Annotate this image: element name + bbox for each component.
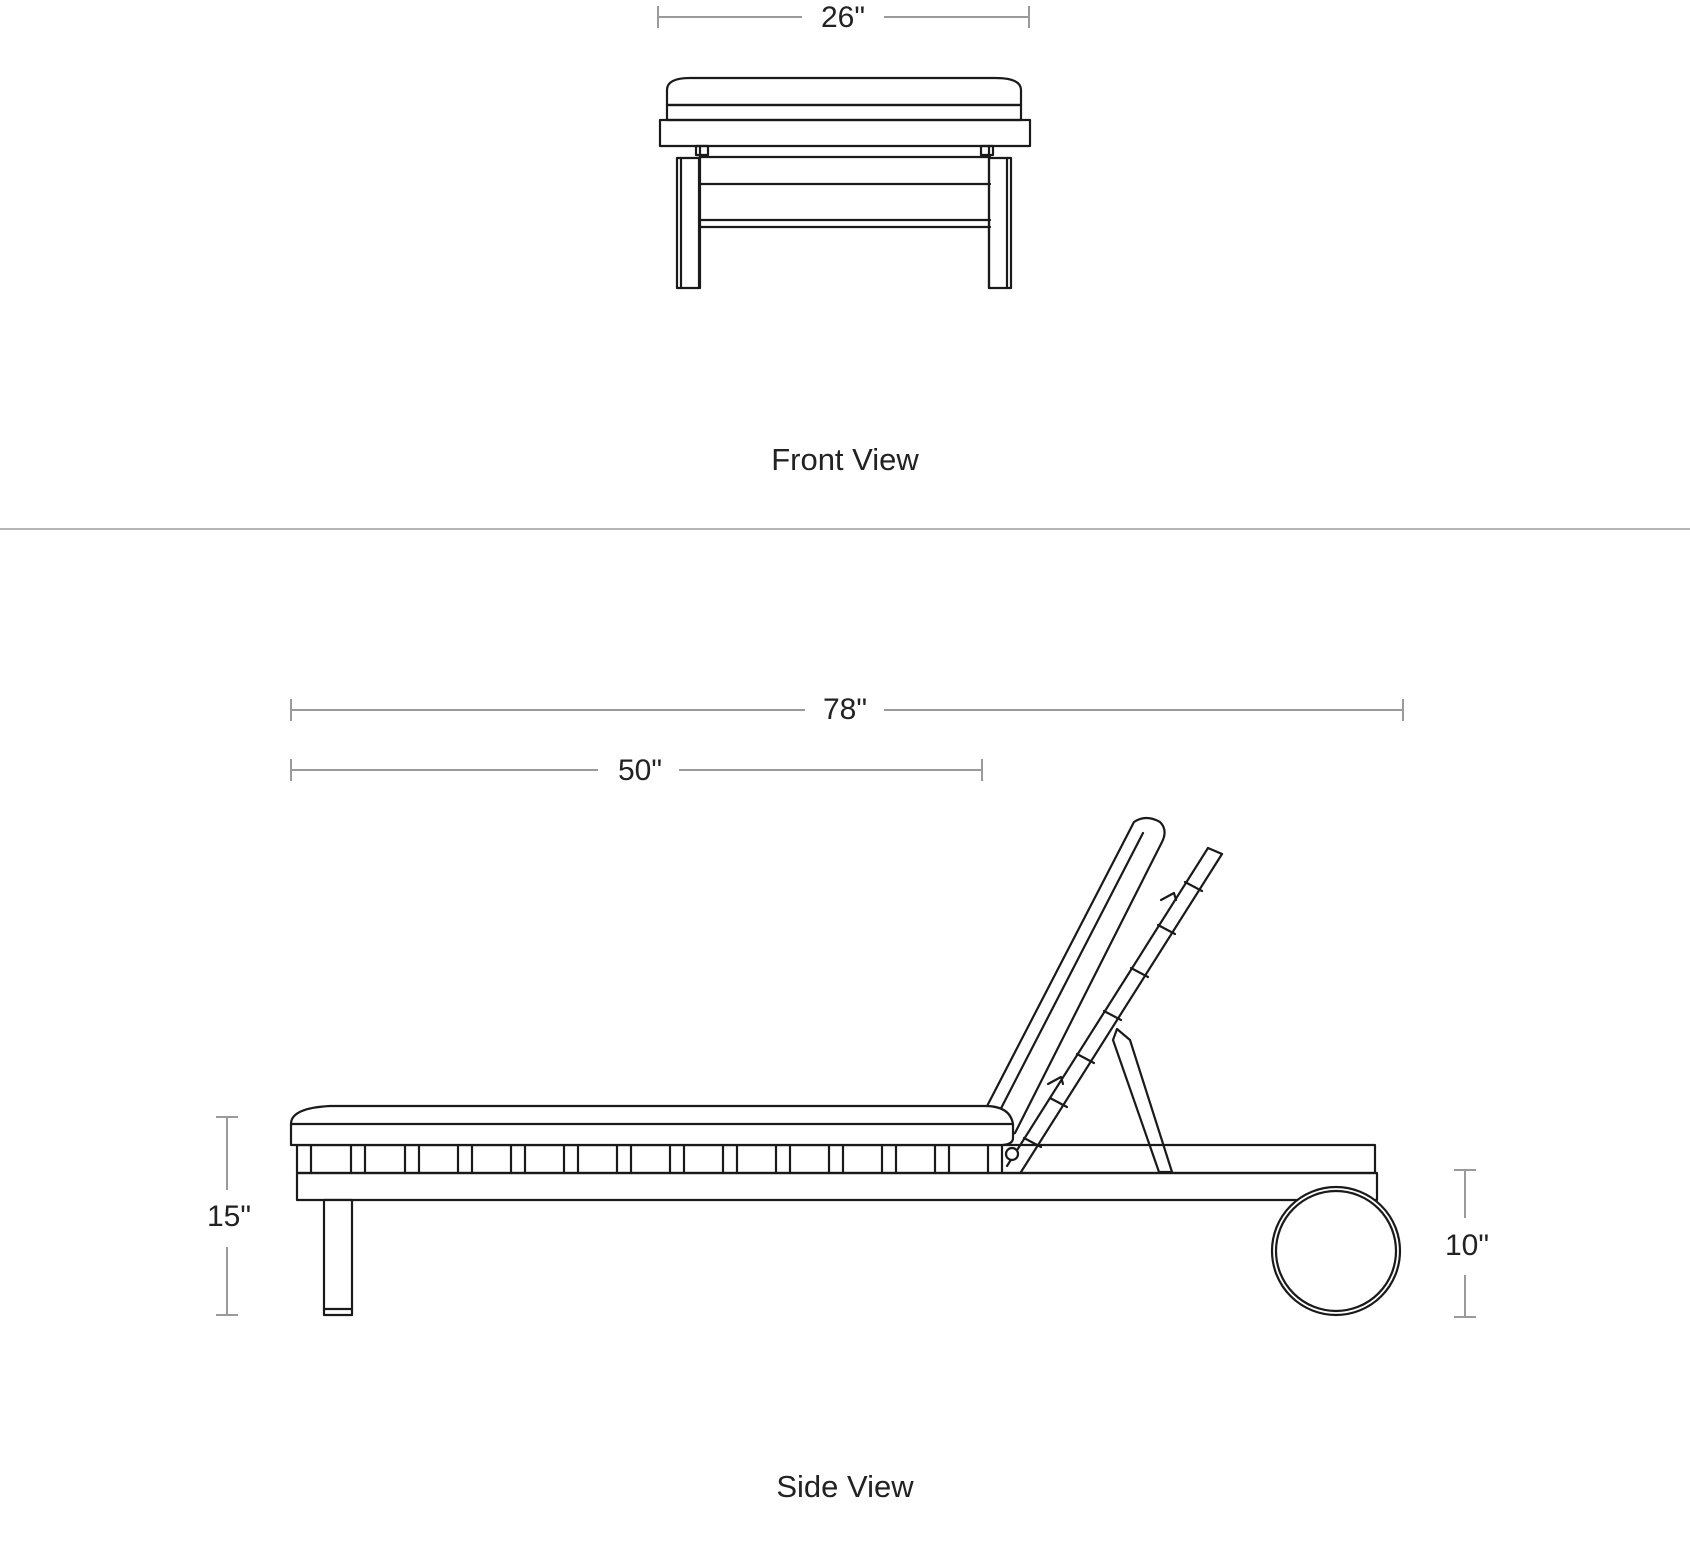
side-leg	[324, 1200, 352, 1315]
seat-height-label: 15"	[206, 1200, 252, 1233]
seat-cushion	[291, 1106, 1013, 1145]
side-view-label: Side View	[776, 1469, 914, 1504]
seat-height-dimension	[207, 1117, 251, 1315]
front-leg-right	[989, 158, 1011, 288]
seat-slats	[297, 1145, 1375, 1173]
front-frame-rail	[660, 120, 1030, 146]
front-width-label: 26"	[820, 1, 866, 34]
overall-length-label: 78"	[822, 693, 868, 726]
back-support-strut	[1113, 1029, 1172, 1172]
front-width-dimension	[658, 1, 1029, 34]
side-view	[207, 693, 1489, 1504]
side-wheel	[1272, 1187, 1400, 1315]
front-leg-left	[677, 158, 699, 288]
front-view-label: Front View	[771, 442, 919, 477]
front-cushion	[667, 78, 1021, 105]
overall-length-dimension	[291, 693, 1403, 726]
front-view	[658, 1, 1030, 477]
backrest-hinge	[1006, 1148, 1018, 1160]
seat-length-dimension	[291, 754, 982, 787]
wheel-dimension	[1445, 1170, 1489, 1317]
seat-length-label: 50"	[617, 754, 663, 787]
side-frame-rail	[297, 1173, 1377, 1200]
wheel-label: 10"	[1444, 1229, 1490, 1262]
